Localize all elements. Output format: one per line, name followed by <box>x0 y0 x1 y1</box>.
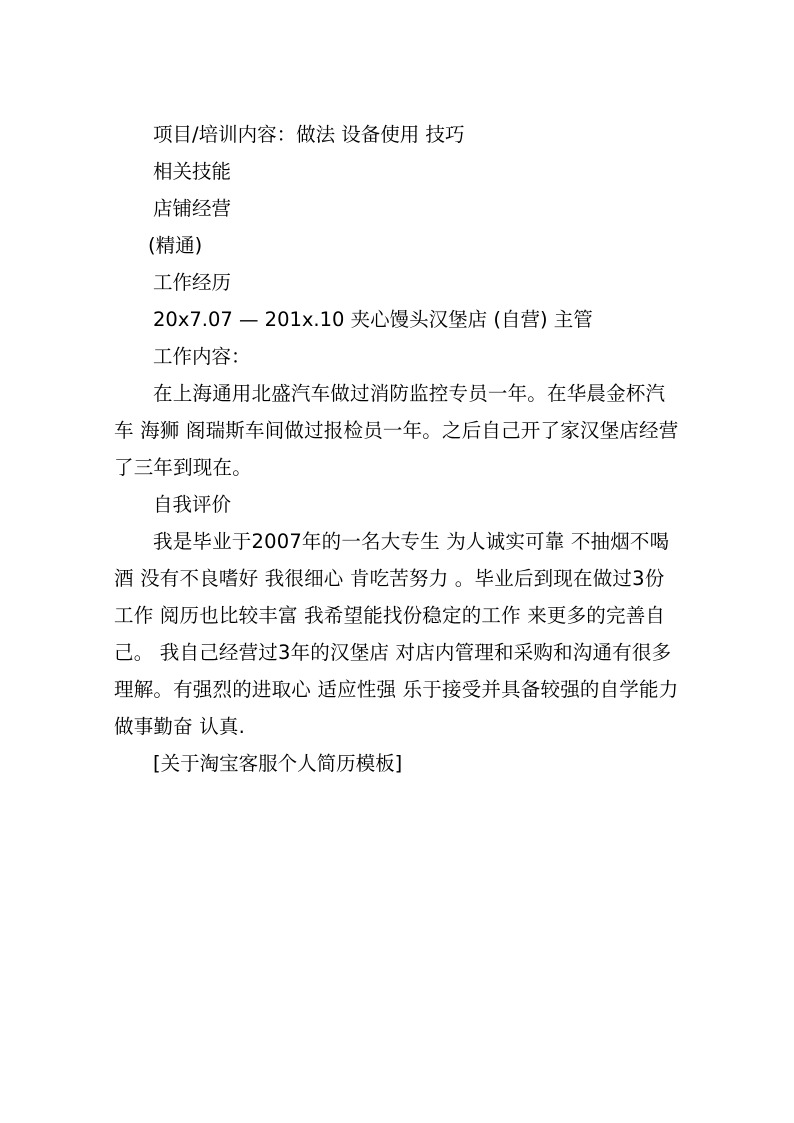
job-content-label: 工作内容： <box>153 345 251 368</box>
self-evaluation-paragraph: 我是毕业于2007年的一名大专生 为人诚实可靠 不抽烟不喝酒 没有不良嗜好 我很细心 肯吃苦努力 。毕业后到现在做过3份工作 阅历也比较丰富 我希望能找份稳定的工作 来更多的完善自己。 我自己经营过3年的汉堡店 对店内管理和采购和沟通有很多理解。有强烈的进取心 适应性强 乐于接受并具备较强的自学能力 做事勤奋 认真. <box>114 530 679 738</box>
related-template-link[interactable]: [关于淘宝客服个人简历模板] <box>153 752 403 775</box>
skills-heading: 相关技能 <box>153 160 232 183</box>
job-title-line: 20x7.07 — 201x.10 夹心馒头汉堡店 (自营) 主管 <box>153 308 593 331</box>
self-evaluation-heading: 自我评价 <box>153 493 232 516</box>
document-body <box>114 116 684 782</box>
job-content-paragraph: 在上海通用北盛汽车做过消防监控专员一年。在华晨金杯汽车 海狮 阁瑞斯车间做过报检员一年。之后自己开了家汉堡店经营了三年到现在。 <box>114 382 679 479</box>
skill-store-management: 店铺经营 <box>153 197 232 220</box>
project-training-line: 项目/培训内容：做法 设备使用 技巧 <box>153 123 465 146</box>
skill-level: (精通) <box>148 234 203 257</box>
work-history-heading: 工作经历 <box>153 271 232 294</box>
